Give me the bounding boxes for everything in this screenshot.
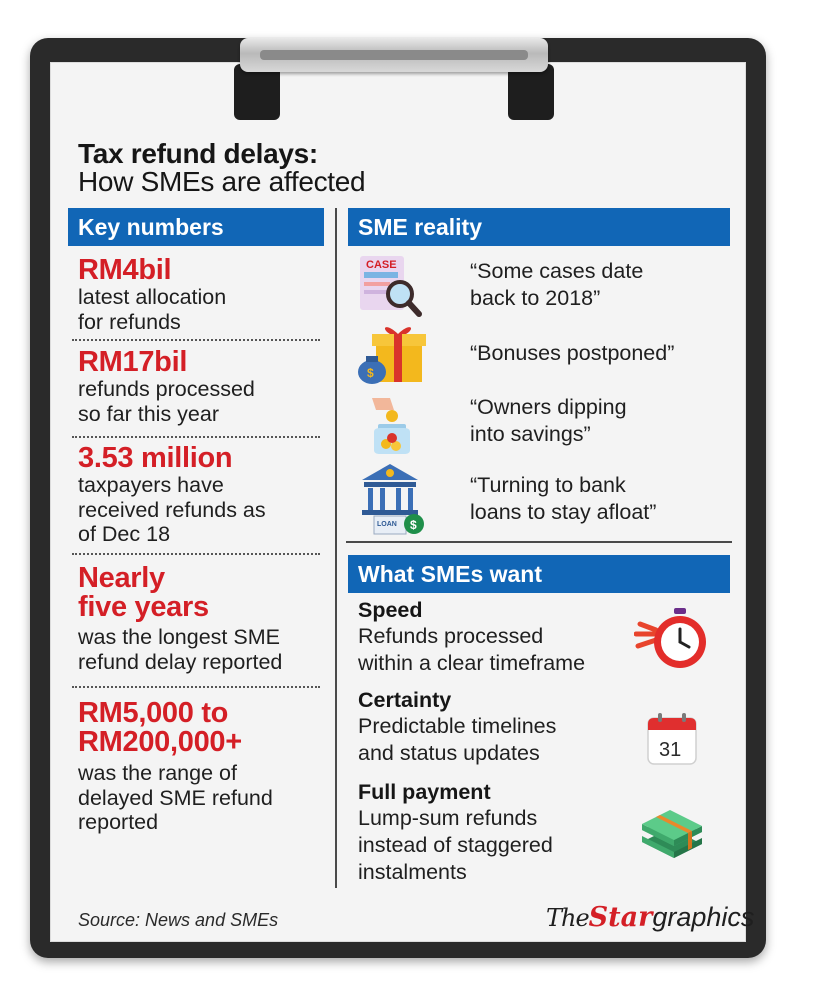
column-divider (335, 208, 337, 888)
clip-left-arm (234, 64, 280, 120)
dotted-divider (72, 686, 320, 688)
want-desc-line: Refunds processed (358, 624, 544, 648)
brand-the: The (546, 904, 589, 932)
quote-line: “Turning to bank (470, 473, 626, 497)
key-number-figure: RM17bil (78, 346, 188, 378)
clip-slot (260, 50, 528, 60)
key-number-item (78, 256, 328, 334)
key-number-desc: taxpayers have (78, 473, 224, 497)
key-number-item (78, 444, 328, 547)
brand-graphics: graphics (652, 902, 755, 932)
want-desc-line: instalments (358, 860, 467, 884)
brand-star: Star (588, 902, 653, 933)
want-title: Certainty (358, 688, 452, 712)
want-desc (358, 805, 553, 886)
page-title: Tax refund delays: (78, 138, 318, 169)
svg-text:$: $ (410, 518, 417, 532)
key-number-desc: was the longest SME (78, 625, 280, 649)
want-desc (358, 713, 556, 767)
want-desc-line: instead of staggered (358, 833, 553, 857)
case-label: CASE (366, 259, 397, 271)
quote-line: loans to stay afloat” (470, 500, 657, 524)
want-desc-line: Predictable timelines (358, 714, 557, 738)
source-note: Source: News and SMEs (78, 910, 279, 930)
key-number-item (78, 564, 328, 674)
key-number-desc: reported (78, 810, 159, 834)
quote-line: back to 2018” (470, 286, 601, 310)
want-desc-line: Lump-sum refunds (358, 806, 538, 830)
bank-loan-icon (356, 462, 426, 536)
what-smes-want-heading: What SMEs want (348, 555, 730, 593)
key-number-desc: latest allocation (78, 285, 227, 309)
brand-logo (546, 902, 754, 933)
key-number-desc: delayed SME refund (78, 785, 273, 810)
cash-stack-icon (638, 808, 706, 862)
key-number-item (78, 348, 328, 426)
want-desc (358, 623, 585, 677)
key-number-item (78, 699, 328, 835)
quote-line: into savings” (470, 422, 591, 446)
coin-jar-icon (364, 392, 420, 456)
want-title: Speed (358, 598, 423, 622)
key-number-desc: so far this year (78, 401, 219, 426)
dotted-divider (72, 436, 320, 438)
calendar-icon (646, 712, 698, 766)
key-number-desc: received refunds as (78, 497, 266, 522)
dotted-divider (72, 553, 320, 555)
want-title: Full payment (358, 780, 491, 804)
quote-line: “Bonuses postponed” (470, 341, 675, 365)
sme-reality-quote (470, 394, 627, 448)
sme-reality-quote (470, 258, 643, 312)
quote-line: “Owners dipping (470, 395, 627, 419)
key-number-figure: five years (78, 591, 209, 623)
key-number-figure: RM5,000 to (78, 697, 229, 729)
key-number-figure: RM200,000+ (78, 726, 242, 758)
key-number-desc: of Dec 18 (78, 522, 171, 546)
want-desc-line: within a clear timeframe (358, 651, 586, 675)
quote-line: “Some cases date (470, 259, 644, 283)
key-number-figure: RM4bil (78, 254, 172, 286)
stopwatch-icon (634, 606, 712, 672)
clip-right-arm (508, 64, 554, 120)
key-number-desc: was the range of (78, 761, 237, 785)
page-subtitle: How SMEs are affected (78, 166, 366, 197)
svg-text:$: $ (367, 366, 374, 380)
sme-reality-heading: SME reality (348, 208, 730, 246)
section-divider (346, 541, 732, 543)
key-numbers-heading: Key numbers (68, 208, 324, 246)
key-number-desc: refunds processed (78, 377, 255, 401)
dotted-divider (72, 339, 320, 341)
key-number-desc: for refunds (78, 309, 181, 334)
sme-reality-quote (470, 340, 674, 367)
calendar-date: 31 (659, 739, 682, 761)
key-number-figure: 3.53 million (78, 442, 233, 474)
key-number-figure: Nearly (78, 562, 165, 594)
key-number-desc: refund delay reported (78, 649, 283, 674)
sme-reality-quote (470, 472, 656, 526)
want-desc-line: and status updates (358, 741, 540, 765)
case-file-magnifier-icon (356, 254, 424, 318)
loan-label: LOAN (377, 521, 397, 528)
gift-and-money-bag-icon (356, 322, 426, 386)
